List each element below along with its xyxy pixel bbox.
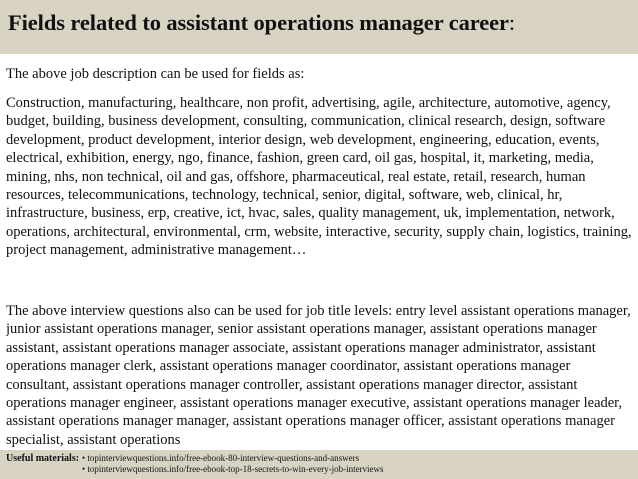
title-bar — [0, 0, 638, 54]
footer-links — [82, 453, 384, 475]
title-colon: : — [508, 10, 516, 35]
intro-text: The above job description can be used for fields as: — [6, 66, 305, 82]
fields-paragraph: Construction, manufacturing, healthcare, non profit, advertising, agile, architecture, automotive, agency, budget, building, business development, consulting, communication, clinical research, design, software development, product development, interior design, web development, engineering, education, events, electrical, exhibition, energy, ngo, finance, fashion, green card, oil gas, hospital, it, marketing, media, mining, nhs, non technical, oil and gas, offshore, pharmaceutical, real estate, retail, research, human resources, telecommunications, technology, technical, senior, digital, software, web, clinical, hr, infrastructure, business, erp, creative, ict, hvac, sales, quality management, uk, implementation, network, operations, architectural, environmental, crm, website, interactive, security, supply chain, logistics, training, project management, administrative management… — [6, 95, 632, 259]
footer-link-ebook-80[interactable]: • topinterviewquestions.info/free-ebook-80-interview-questions-and-answers — [82, 453, 360, 463]
footer-bar — [0, 450, 638, 479]
job-levels-paragraph: The above interview questions also can be used for job title levels: entry level assistant operations manager, junior assistant operations manager, senior assistant operations manager, assistant operations manager assistant, assistant operations manager associate, assistant operations manager administrator, assistant operations manager clerk, assistant operations manager coordinator, assistant operations manager consultant, assistant operations manager controller, assistant operations manager director, assistant operations manager engineer, assistant operations manager executive, assistant operations manager leader, assistant operations manager manager, assistant operations manager officer, assistant operations manager specialist, assistant operations — [6, 303, 631, 448]
title-text: Fields related to assistant operations manager career — [8, 10, 509, 35]
page-title — [8, 10, 515, 36]
footer-label: Useful materials: — [6, 453, 80, 464]
footer-link-ebook-18[interactable]: • topinterviewquestions.info/free-ebook-top-18-secrets-to-win-every-job-interviews — [82, 464, 384, 474]
